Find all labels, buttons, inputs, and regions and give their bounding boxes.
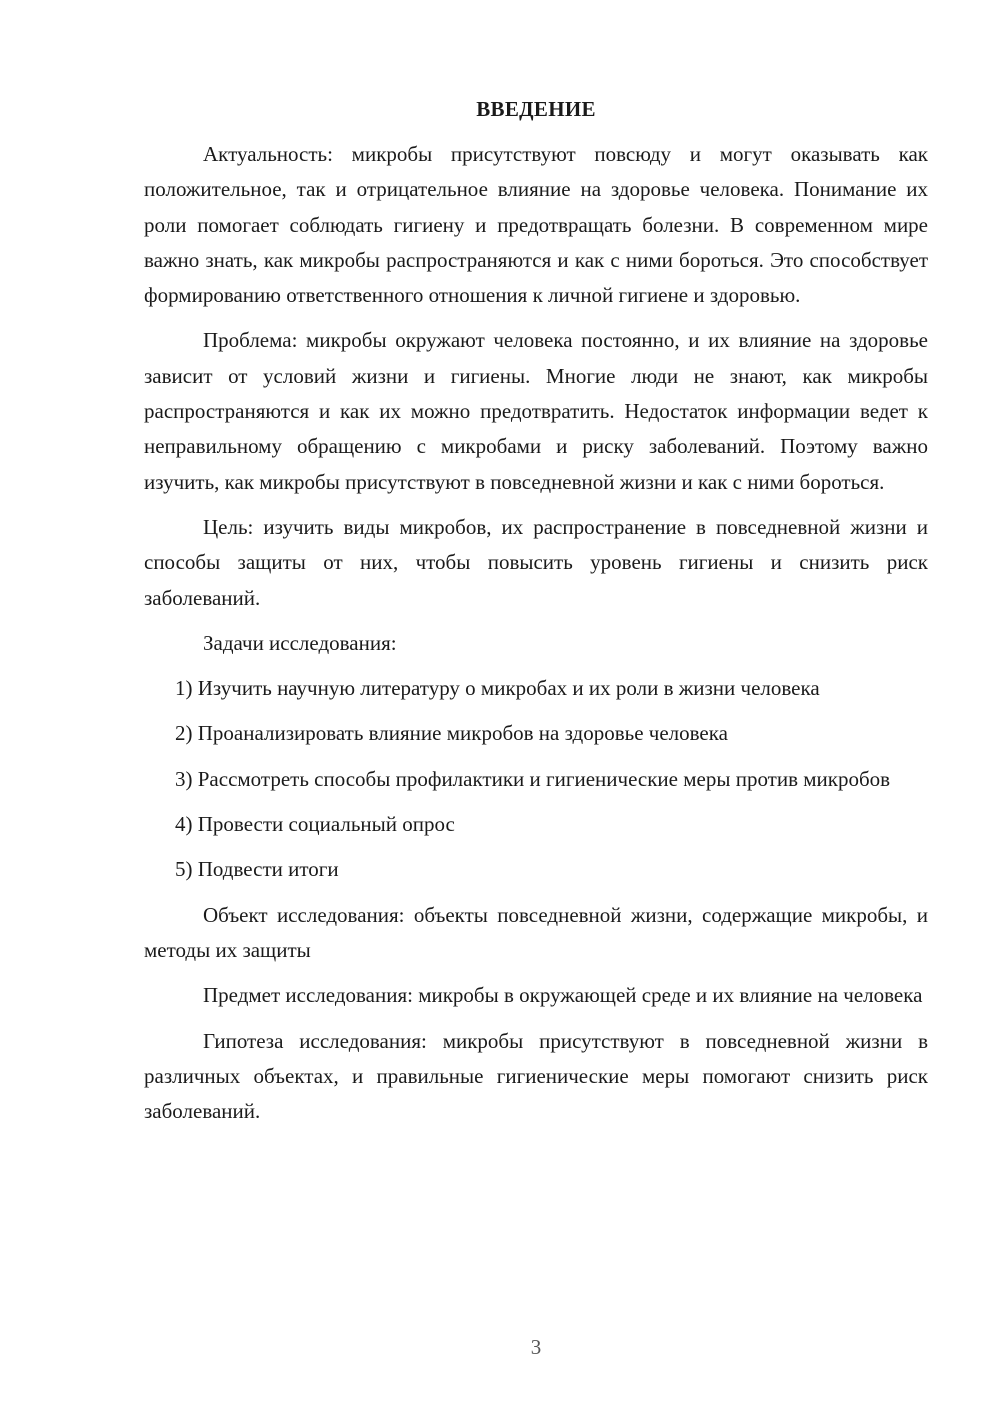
hypothesis-paragraph: Гипотеза исследования: микробы присутствуют в повседневной жизни в различных объектах, и правильные гигиенические меры помогают снизить риск заболеваний. [144,1028,928,1124]
task-item-1: 1) Изучить научную литературу о микробах и их роли в жизни человека [175,676,820,701]
tasks-heading: Задачи исследования: [203,630,397,655]
problem-paragraph: Проблема: микробы окружают человека постоянно, и их влияние на здоровье зависит от условий жизни и гигиены. Многие люди не знают, как микробы распространяются и как их можно предотвратить. Недостаток информации ведет к неправильному обращению с микробами и риску заболеваний. Поэтому важно изучить, как микробы присутствуют в повседневной жизни и как с ними бороться. [144,328,928,494]
object-paragraph: Объект исследования: объекты повседневной жизни, содержащие микробы, и методы их защиты [144,902,928,962]
goal-paragraph: Цель: изучить виды микробов, их распространение в повседневной жизни и способы защиты от них, чтобы повысить уровень гигиены и снизить риск заболеваний. [144,514,928,610]
document-page [144,92,928,1139]
page-title: ВВЕДЕНИЕ [476,97,596,121]
task-item-3: 3) Рассмотреть способы профилактики и гигиенические меры против микробов [175,766,891,791]
relevance-paragraph: Актуальность: микробы присутствуют повсюду и могут оказывать как положительное, так и отрицательное влияние на здоровье человека. Понимание их роли помогает соблюдать гигиену и предотвращать болезни. В современном мире важно знать, как микробы распространяются и как с ними бороться. Это способствует формированию ответственного отношения к личной гигиене и здоровью. [144,142,928,308]
page-number: 3 [530,1335,542,1359]
task-item-5: 5) Подвести итоги [175,857,339,882]
task-item-2: 2) Проанализировать влияние микробов на здоровье человека [175,721,728,746]
task-item-4: 4) Провести социальный опрос [175,812,455,837]
tasks-list [144,671,928,887]
subject-paragraph: Предмет исследования: микробы в окружающей среде и их влияние на человека [203,983,923,1008]
